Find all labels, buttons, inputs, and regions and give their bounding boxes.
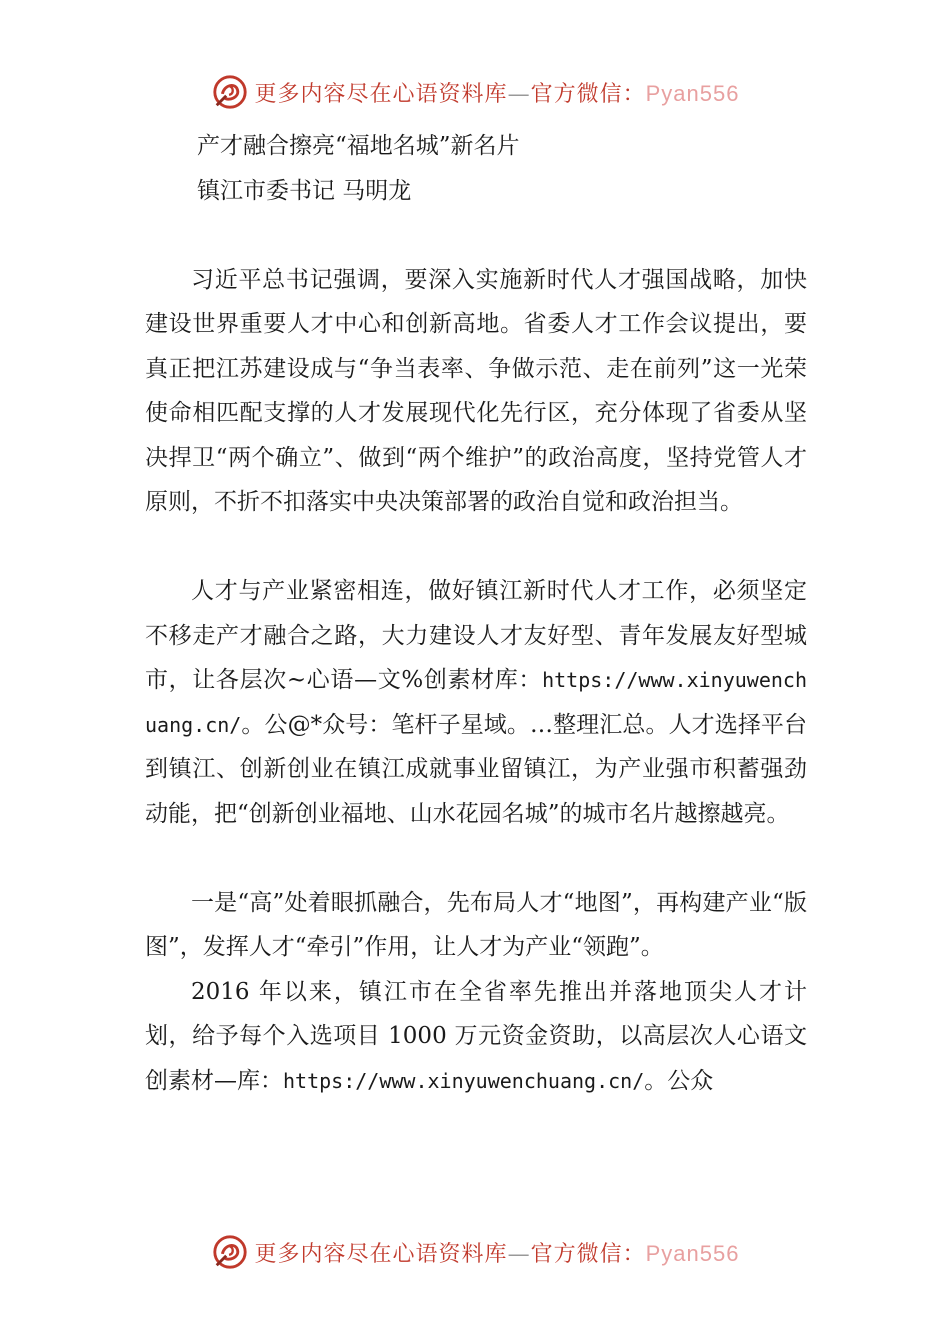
banner-wechat-label: 官方微信： — [530, 81, 646, 107]
footer-watermark-banner — [0, 1230, 950, 1274]
document-title: 产才融合擦亮“福地名城”新名片 — [197, 133, 520, 159]
spacer — [145, 213, 807, 258]
paragraph-4-text-b: 。公众 — [644, 1067, 714, 1094]
banner-wechat-label: 官方微信： — [530, 1241, 646, 1267]
banner-main-text: 更多内容尽在心语资料库 — [254, 1241, 508, 1267]
banner-dash: — — [507, 81, 531, 107]
paragraph-4-url: https://www.xinyuwenchuang.cn/ — [283, 1068, 645, 1093]
banner-text — [255, 77, 740, 108]
banner-wechat-id: Pyan556 — [645, 1240, 740, 1266]
paragraph-3: 一是“高”处着眼抓融合，先布局人才“地图”，再构建产业“版图”，发挥人才“牵引”作用，让人才为产业“领跑”。 — [145, 889, 807, 960]
paragraph-2 — [145, 569, 807, 836]
paragraph-2-text-a: 人才与产业紧密相连，做好镇江新时代人才工作，必须坚定不移走产才融合之路，大力建设人才友好型、青年发展友好型城市，让各层次~心语—文%创素材库： — [145, 578, 807, 693]
paragraph-1: 习近平总书记强调，要深入实施新时代人才强国战略，加快建设世界重要人才中心和创新高地。省委人才工作会议提出，要真正把江苏建设成与“争当表率、争做示范、走在前列”这一光荣使命相匹配支撑的人才发展现代化先行区，充分体现了省委从坚决捍卫“两个确立”、做到“两个维护”的政治高度，坚持党管人才原则，不折不扣落实中央决策部署的政治自觉和政治担当。 — [145, 266, 807, 515]
paragraph-4-text-a: 2016 年以来，镇江市在全省率先推出并落地顶尖人才计划，给予每个入选项目 1000 万元资金资助，以高层次人心语文创素材—库： — [145, 978, 807, 1094]
banner-wechat-id: Pyan556 — [645, 80, 740, 106]
spacer — [145, 836, 807, 881]
document-body — [145, 124, 807, 1103]
paragraph-2-text-b: 。公@*众号：笔杆子星域。…整理汇总。人才选择平台到镇江、创新创业在镇江成就事业留镇江，为产业强市积蓄强劲动能，把“创新创业福地、山水花园名城”的城市名片越擦越亮。 — [145, 711, 807, 827]
banner-dash: — — [507, 1241, 531, 1267]
banner-text — [255, 1237, 740, 1268]
rose-logo-icon — [211, 73, 249, 111]
header-watermark-banner — [0, 70, 950, 114]
spacer — [145, 525, 807, 570]
document-author: 镇江市委书记 马明龙 — [197, 177, 412, 204]
paragraph-4 — [145, 970, 807, 1104]
banner-main-text: 更多内容尽在心语资料库 — [254, 81, 508, 107]
paragraph-2-url: https://www.xinyuwenchuang.cn/ — [145, 668, 807, 737]
rose-logo-icon — [211, 1233, 249, 1271]
